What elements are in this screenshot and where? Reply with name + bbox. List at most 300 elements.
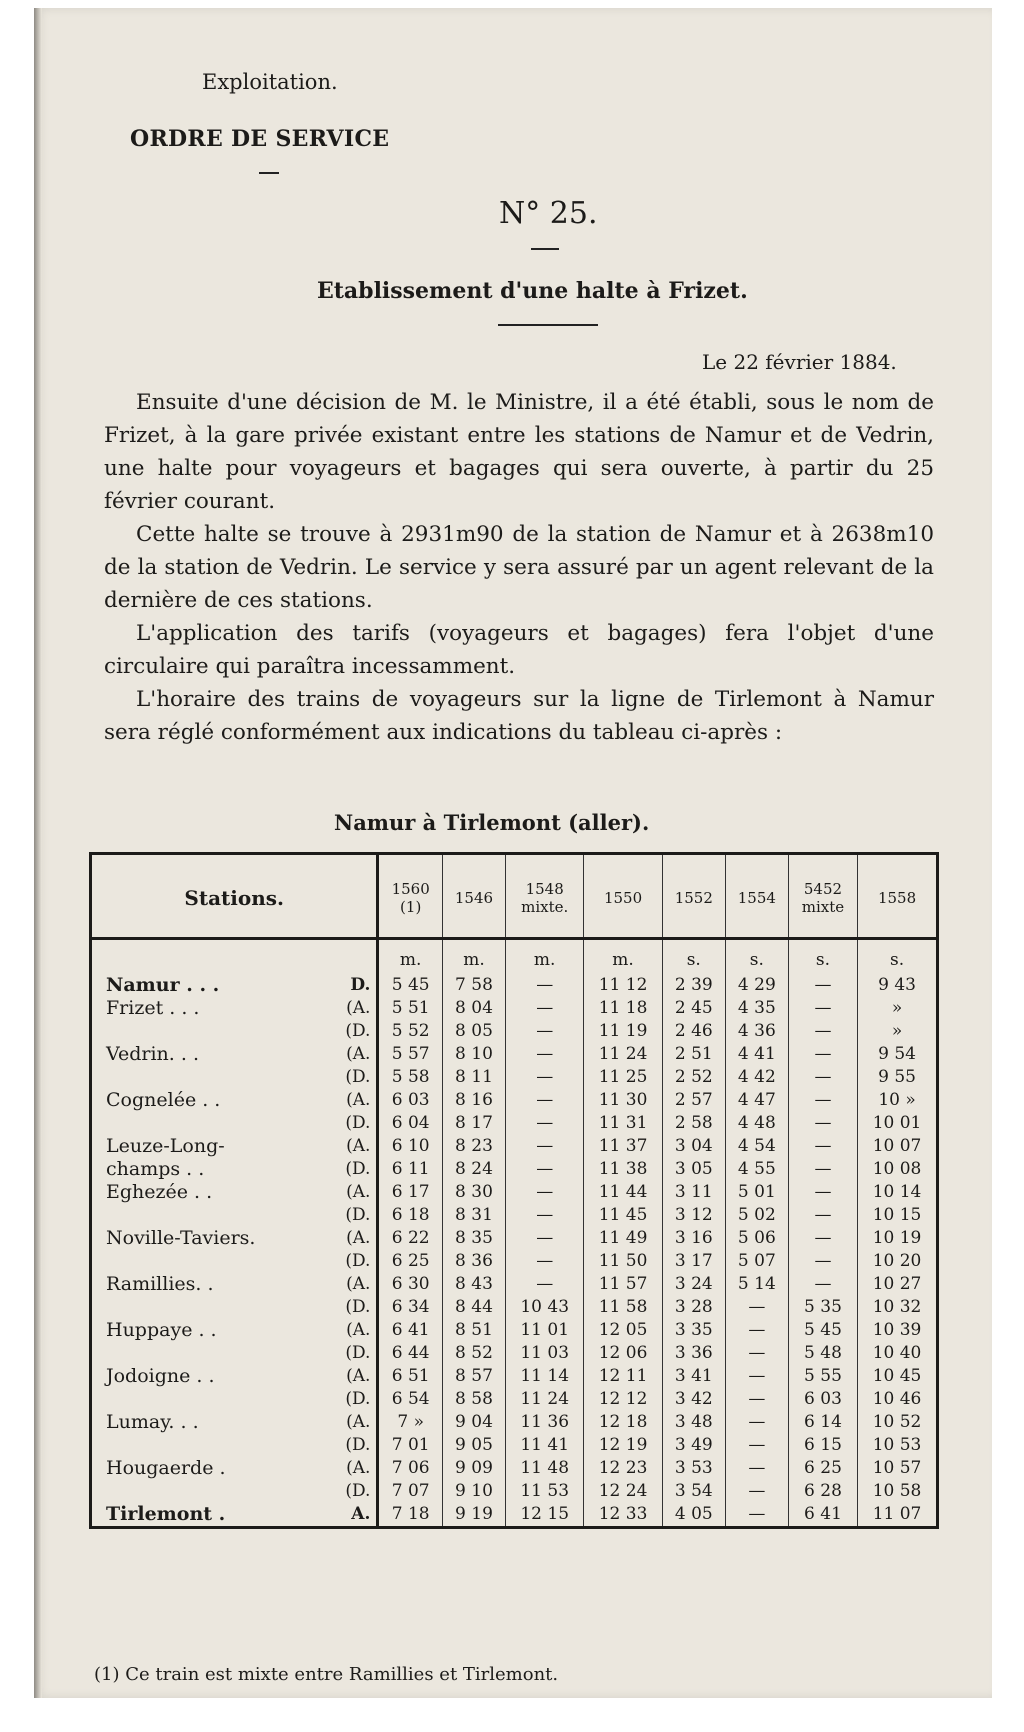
table-row <box>91 1066 938 1089</box>
station-cell <box>91 1089 378 1112</box>
units-row <box>91 939 938 975</box>
time-cell: 10 32 <box>858 1296 938 1319</box>
time-cell: 8 10 <box>442 1043 505 1066</box>
time-cell: 9 04 <box>442 1411 505 1434</box>
time-cell: 3 28 <box>662 1296 725 1319</box>
time-cell: 10 46 <box>858 1388 938 1411</box>
time-cell: — <box>506 1112 584 1135</box>
station-name: Lumay. . . <box>106 1411 199 1433</box>
arrival-departure-marker: (D. <box>345 1481 371 1501</box>
time-cell: » <box>858 1020 938 1043</box>
time-cell: — <box>506 1204 584 1227</box>
time-cell: 3 35 <box>662 1319 725 1342</box>
station-cell <box>91 1250 378 1273</box>
time-cell: 3 36 <box>662 1342 725 1365</box>
station-cell <box>91 1135 378 1158</box>
time-cell: 9 19 <box>442 1503 505 1528</box>
time-cell: — <box>725 1480 788 1503</box>
time-cell: 4 36 <box>725 1020 788 1043</box>
time-cell: 10 57 <box>858 1457 938 1480</box>
station-cell <box>91 1020 378 1043</box>
time-cell: 5 07 <box>725 1250 788 1273</box>
station-cell <box>91 1411 378 1434</box>
time-cell: 11 25 <box>584 1066 662 1089</box>
time-cell: — <box>788 1204 857 1227</box>
time-cell: 10 15 <box>858 1204 938 1227</box>
time-cell: 10 20 <box>858 1250 938 1273</box>
time-cell: 8 31 <box>442 1204 505 1227</box>
time-cell: 4 35 <box>725 997 788 1020</box>
time-cell: 6 10 <box>378 1135 443 1158</box>
station-cell <box>91 1158 378 1181</box>
table-row <box>91 1204 938 1227</box>
order-number: N° 25. <box>499 196 598 231</box>
table-row <box>91 1273 938 1296</box>
table-row <box>91 1411 938 1434</box>
station-cell <box>91 1503 378 1528</box>
time-cell: 2 58 <box>662 1112 725 1135</box>
time-cell: 8 24 <box>442 1158 505 1181</box>
time-cell: 10 19 <box>858 1227 938 1250</box>
document-type-heading: ORDRE DE SERVICE <box>130 126 390 152</box>
time-cell: 7 06 <box>378 1457 443 1480</box>
time-unit: m. <box>584 939 662 975</box>
train-number: 1550 <box>603 889 643 907</box>
time-cell: — <box>506 1250 584 1273</box>
time-cell: 3 11 <box>662 1181 725 1204</box>
time-cell: 3 41 <box>662 1365 725 1388</box>
time-cell: 3 48 <box>662 1411 725 1434</box>
arrival-departure-marker: (A. <box>346 998 371 1018</box>
time-cell: 4 42 <box>725 1066 788 1089</box>
department-label: Exploitation. <box>202 70 338 94</box>
time-cell: 7 01 <box>378 1434 443 1457</box>
station-cell <box>91 1457 378 1480</box>
time-cell: 10 » <box>858 1089 938 1112</box>
arrival-departure-marker: (D. <box>345 1297 371 1317</box>
arrival-departure-marker: (A. <box>346 1458 371 1478</box>
station-cell <box>91 1434 378 1457</box>
time-cell: 6 41 <box>788 1503 857 1528</box>
time-cell: 8 05 <box>442 1020 505 1043</box>
time-cell: 8 36 <box>442 1250 505 1273</box>
time-cell: 8 11 <box>442 1066 505 1089</box>
arrival-departure-marker: (D. <box>345 1251 371 1271</box>
time-unit: s. <box>858 939 938 975</box>
time-cell: 7 » <box>378 1411 443 1434</box>
timetable-body <box>91 939 938 1528</box>
time-cell: — <box>506 1020 584 1043</box>
time-cell: 5 51 <box>378 997 443 1020</box>
time-cell: — <box>725 1434 788 1457</box>
time-cell: 8 16 <box>442 1089 505 1112</box>
time-cell: 5 45 <box>378 974 443 997</box>
table-row <box>91 1020 938 1043</box>
arrival-departure-marker: (D. <box>345 1435 371 1455</box>
table-row <box>91 997 938 1020</box>
time-cell: 10 45 <box>858 1365 938 1388</box>
units-spacer <box>91 939 378 975</box>
paragraph: Ensuite d'une décision de M. le Ministre, il a été établi, sous le nom de Frizet, à la gare privée existant entre les stations de Namur et de Vedrin, une halte pour voyageurs et bagages qui sera ouverte, à partir du 25 février courant. <box>104 390 934 514</box>
time-cell: 10 52 <box>858 1411 938 1434</box>
time-cell: — <box>725 1388 788 1411</box>
train-column-header <box>662 854 725 939</box>
train-number: 1546 <box>454 889 494 907</box>
time-cell: — <box>725 1503 788 1528</box>
station-name: Hougaerde . <box>106 1457 226 1479</box>
time-unit: s. <box>725 939 788 975</box>
time-cell: 8 17 <box>442 1112 505 1135</box>
time-cell: — <box>788 1020 857 1043</box>
time-cell: — <box>788 1227 857 1250</box>
time-cell: 11 24 <box>506 1388 584 1411</box>
time-cell: 11 18 <box>584 997 662 1020</box>
time-cell: 4 48 <box>725 1112 788 1135</box>
train-number: 1560 <box>391 880 430 898</box>
station-cell <box>91 1181 378 1204</box>
time-cell: — <box>506 1043 584 1066</box>
train-note: mixte. <box>521 898 569 916</box>
time-cell: 4 47 <box>725 1089 788 1112</box>
train-number: 1558 <box>877 889 917 907</box>
station-cell <box>91 1296 378 1319</box>
time-cell: 7 58 <box>442 974 505 997</box>
time-cell: 5 58 <box>378 1066 443 1089</box>
arrival-departure-marker: (A. <box>346 1274 371 1294</box>
arrival-departure-marker: (D. <box>345 1021 371 1041</box>
time-cell: 8 44 <box>442 1296 505 1319</box>
arrival-departure-marker: (A. <box>346 1320 371 1340</box>
time-cell: 8 51 <box>442 1319 505 1342</box>
station-name: Namur . . . <box>106 974 220 996</box>
arrival-departure-marker: (A. <box>346 1090 371 1110</box>
paragraph: L'application des tarifs (voyageurs et bagages) fera l'objet d'une circulaire qui paraîtra incessamment. <box>104 621 934 679</box>
time-cell: 11 31 <box>584 1112 662 1135</box>
time-cell: 11 53 <box>506 1480 584 1503</box>
time-cell: 2 52 <box>662 1066 725 1089</box>
arrival-departure-marker: (A. <box>346 1182 371 1202</box>
order-subject: Etablissement d'une halte à Frizet. <box>317 278 748 304</box>
table-row <box>91 1112 938 1135</box>
time-cell: 5 02 <box>725 1204 788 1227</box>
timetable <box>89 852 939 1529</box>
time-cell: 5 35 <box>788 1296 857 1319</box>
train-column-header <box>788 854 857 939</box>
arrival-departure-marker: (A. <box>346 1366 371 1386</box>
time-cell: 8 52 <box>442 1342 505 1365</box>
train-number: 1552 <box>674 889 713 907</box>
time-cell: 10 14 <box>858 1181 938 1204</box>
train-column-header <box>378 854 443 939</box>
time-cell: 3 53 <box>662 1457 725 1480</box>
time-cell: — <box>788 1112 857 1135</box>
time-cell: 12 12 <box>584 1388 662 1411</box>
time-cell: — <box>788 1181 857 1204</box>
time-cell: — <box>725 1365 788 1388</box>
station-cell <box>91 1342 378 1365</box>
time-cell: 2 46 <box>662 1020 725 1043</box>
time-unit: m. <box>442 939 505 975</box>
time-cell: 12 05 <box>584 1319 662 1342</box>
time-cell: 3 42 <box>662 1388 725 1411</box>
footnote: (1) Ce train est mixte entre Ramillies et Tirlemont. <box>94 1664 559 1685</box>
time-cell: 11 50 <box>584 1250 662 1273</box>
station-cell <box>91 1227 378 1250</box>
time-cell: 5 14 <box>725 1273 788 1296</box>
stations-column-header: Stations. <box>91 854 378 939</box>
time-cell: 11 57 <box>584 1273 662 1296</box>
time-cell: 11 44 <box>584 1181 662 1204</box>
time-cell: 2 51 <box>662 1043 725 1066</box>
time-cell: 9 09 <box>442 1457 505 1480</box>
time-cell: 3 12 <box>662 1204 725 1227</box>
time-cell: — <box>788 974 857 997</box>
time-cell: 11 14 <box>506 1365 584 1388</box>
time-cell: 8 30 <box>442 1181 505 1204</box>
time-cell: — <box>506 974 584 997</box>
time-cell: 2 45 <box>662 997 725 1020</box>
station-cell <box>91 974 378 997</box>
time-cell: 8 35 <box>442 1227 505 1250</box>
time-cell: 5 57 <box>378 1043 443 1066</box>
time-cell: 10 01 <box>858 1112 938 1135</box>
time-cell: 6 54 <box>378 1388 443 1411</box>
time-cell: 8 04 <box>442 997 505 1020</box>
time-cell: 3 49 <box>662 1434 725 1457</box>
paragraph: Cette halte se trouve à 2931m90 de la station de Namur et à 2638m10 de la station de Vedrin. Le service y sera assuré par un agent relevant de la dernière de ces stations. <box>104 522 934 613</box>
train-column-header <box>442 854 505 939</box>
time-cell: 3 05 <box>662 1158 725 1181</box>
station-name: Eghezée . . <box>106 1181 213 1203</box>
time-cell: 11 12 <box>584 974 662 997</box>
station-name: Frizet . . . <box>106 997 200 1019</box>
time-cell: 6 25 <box>378 1250 443 1273</box>
station-name: Noville-Taviers. <box>106 1227 256 1249</box>
order-body <box>104 386 934 749</box>
time-cell: — <box>788 1066 857 1089</box>
time-cell: 11 45 <box>584 1204 662 1227</box>
arrival-departure-marker: (D. <box>345 1343 371 1363</box>
station-cell <box>91 1066 378 1089</box>
separator-dash <box>259 172 279 174</box>
time-cell: — <box>506 1066 584 1089</box>
time-cell: 7 18 <box>378 1503 443 1528</box>
time-cell: 11 37 <box>584 1135 662 1158</box>
time-cell: — <box>725 1319 788 1342</box>
time-cell: — <box>506 1158 584 1181</box>
time-cell: 11 38 <box>584 1158 662 1181</box>
table-row <box>91 1457 938 1480</box>
time-cell: 8 58 <box>442 1388 505 1411</box>
time-cell: 10 27 <box>858 1273 938 1296</box>
time-unit: m. <box>378 939 443 975</box>
time-cell: 9 05 <box>442 1434 505 1457</box>
arrival-departure-marker: (D. <box>345 1159 371 1179</box>
time-cell: 8 43 <box>442 1273 505 1296</box>
separator-dash <box>531 248 559 250</box>
train-column-header <box>506 854 584 939</box>
time-cell: — <box>506 1135 584 1158</box>
arrival-departure-marker: D. <box>350 975 371 995</box>
time-cell: 5 01 <box>725 1181 788 1204</box>
time-cell: 12 24 <box>584 1480 662 1503</box>
time-cell: 12 15 <box>506 1503 584 1528</box>
time-cell: 6 11 <box>378 1158 443 1181</box>
time-cell: 11 03 <box>506 1342 584 1365</box>
time-cell: — <box>506 997 584 1020</box>
table-row <box>91 974 938 997</box>
time-cell: 3 16 <box>662 1227 725 1250</box>
time-cell: 12 18 <box>584 1411 662 1434</box>
time-cell: 6 28 <box>788 1480 857 1503</box>
time-cell: 10 07 <box>858 1135 938 1158</box>
time-cell: 12 11 <box>584 1365 662 1388</box>
time-cell: 9 54 <box>858 1043 938 1066</box>
time-cell: 2 57 <box>662 1089 725 1112</box>
time-cell: 9 55 <box>858 1066 938 1089</box>
station-name: Vedrin. . . <box>106 1043 199 1065</box>
time-cell: 3 24 <box>662 1273 725 1296</box>
time-cell: 8 23 <box>442 1135 505 1158</box>
time-cell: 5 52 <box>378 1020 443 1043</box>
table-row <box>91 1480 938 1503</box>
time-unit: s. <box>788 939 857 975</box>
time-cell: 4 55 <box>725 1158 788 1181</box>
time-cell: 6 22 <box>378 1227 443 1250</box>
time-cell: 4 41 <box>725 1043 788 1066</box>
time-cell: 4 05 <box>662 1503 725 1528</box>
station-cell <box>91 1480 378 1503</box>
arrival-departure-marker: (A. <box>346 1044 371 1064</box>
time-cell: 6 41 <box>378 1319 443 1342</box>
table-row <box>91 1089 938 1112</box>
time-cell: — <box>725 1411 788 1434</box>
train-column-header <box>584 854 662 939</box>
order-date: Le 22 février 1884. <box>702 350 897 374</box>
time-cell: 6 04 <box>378 1112 443 1135</box>
table-row <box>91 1503 938 1528</box>
time-cell: 7 07 <box>378 1480 443 1503</box>
table-row <box>91 1135 938 1158</box>
table-row <box>91 1181 938 1204</box>
arrival-departure-marker: A. <box>351 1504 371 1524</box>
time-cell: — <box>725 1296 788 1319</box>
arrival-departure-marker: (A. <box>346 1136 371 1156</box>
time-cell: 3 54 <box>662 1480 725 1503</box>
time-cell: 12 06 <box>584 1342 662 1365</box>
time-cell: 11 24 <box>584 1043 662 1066</box>
time-cell: 5 48 <box>788 1342 857 1365</box>
arrival-departure-marker: (D. <box>345 1205 371 1225</box>
time-cell: 12 23 <box>584 1457 662 1480</box>
time-cell: — <box>788 1158 857 1181</box>
time-unit: m. <box>506 939 584 975</box>
table-row <box>91 1043 938 1066</box>
time-cell: 6 14 <box>788 1411 857 1434</box>
time-cell: — <box>506 1273 584 1296</box>
station-name: Ramillies. . <box>106 1273 214 1295</box>
station-cell <box>91 1112 378 1135</box>
time-cell: 3 17 <box>662 1250 725 1273</box>
time-cell: 10 43 <box>506 1296 584 1319</box>
time-cell: — <box>788 1273 857 1296</box>
time-cell: — <box>788 997 857 1020</box>
time-cell: 11 19 <box>584 1020 662 1043</box>
time-cell: — <box>506 1089 584 1112</box>
station-cell <box>91 997 378 1020</box>
train-note: mixte <box>801 898 845 916</box>
station-name: champs . . <box>106 1158 205 1180</box>
time-cell: 10 08 <box>858 1158 938 1181</box>
table-row <box>91 1250 938 1273</box>
time-cell: — <box>725 1342 788 1365</box>
time-cell: 12 19 <box>584 1434 662 1457</box>
train-number: 1554 <box>737 889 776 907</box>
station-cell <box>91 1273 378 1296</box>
time-cell: 6 18 <box>378 1204 443 1227</box>
time-cell: 11 30 <box>584 1089 662 1112</box>
table-row <box>91 1388 938 1411</box>
time-cell: 6 44 <box>378 1342 443 1365</box>
time-cell: 6 25 <box>788 1457 857 1480</box>
time-cell: 11 48 <box>506 1457 584 1480</box>
arrival-departure-marker: (D. <box>345 1389 371 1409</box>
time-cell: 2 39 <box>662 974 725 997</box>
time-cell: 5 55 <box>788 1365 857 1388</box>
time-cell: — <box>725 1457 788 1480</box>
time-cell: 4 29 <box>725 974 788 997</box>
station-name: Cognelée . . <box>106 1089 221 1111</box>
separator-rule <box>498 324 598 326</box>
time-cell: 10 39 <box>858 1319 938 1342</box>
time-cell: 11 36 <box>506 1411 584 1434</box>
station-name: Leuze-Long- <box>106 1135 225 1157</box>
train-number: 5452 <box>803 880 843 898</box>
time-cell: 6 03 <box>378 1089 443 1112</box>
paragraph: L'horaire des trains de voyageurs sur la ligne de Tirlemont à Namur sera réglé conformément aux indications du tableau ci-après : <box>104 687 934 745</box>
time-cell: 6 30 <box>378 1273 443 1296</box>
station-cell <box>91 1388 378 1411</box>
arrival-departure-marker: (D. <box>345 1067 371 1087</box>
station-name: Huppaye . . <box>106 1319 217 1341</box>
timetable-title: Namur à Tirlemont (aller). <box>334 810 650 835</box>
time-cell: 9 10 <box>442 1480 505 1503</box>
time-cell: 6 15 <box>788 1434 857 1457</box>
arrival-departure-marker: (A. <box>346 1228 371 1248</box>
table-row <box>91 1319 938 1342</box>
time-cell: 11 58 <box>584 1296 662 1319</box>
arrival-departure-marker: (A. <box>346 1412 371 1432</box>
time-cell: 11 01 <box>506 1319 584 1342</box>
time-cell: 12 33 <box>584 1503 662 1528</box>
time-cell: » <box>858 997 938 1020</box>
time-cell: — <box>788 1043 857 1066</box>
time-cell: 9 43 <box>858 974 938 997</box>
table-row <box>91 1434 938 1457</box>
table-row <box>91 1365 938 1388</box>
time-cell: 11 49 <box>584 1227 662 1250</box>
time-cell: — <box>788 1089 857 1112</box>
time-cell: — <box>788 1135 857 1158</box>
time-cell: 11 41 <box>506 1434 584 1457</box>
time-cell: 3 04 <box>662 1135 725 1158</box>
time-cell: — <box>506 1181 584 1204</box>
time-cell: 6 17 <box>378 1181 443 1204</box>
time-cell: — <box>506 1227 584 1250</box>
time-unit: s. <box>662 939 725 975</box>
time-cell: 8 57 <box>442 1365 505 1388</box>
train-note: (1) <box>400 898 422 916</box>
